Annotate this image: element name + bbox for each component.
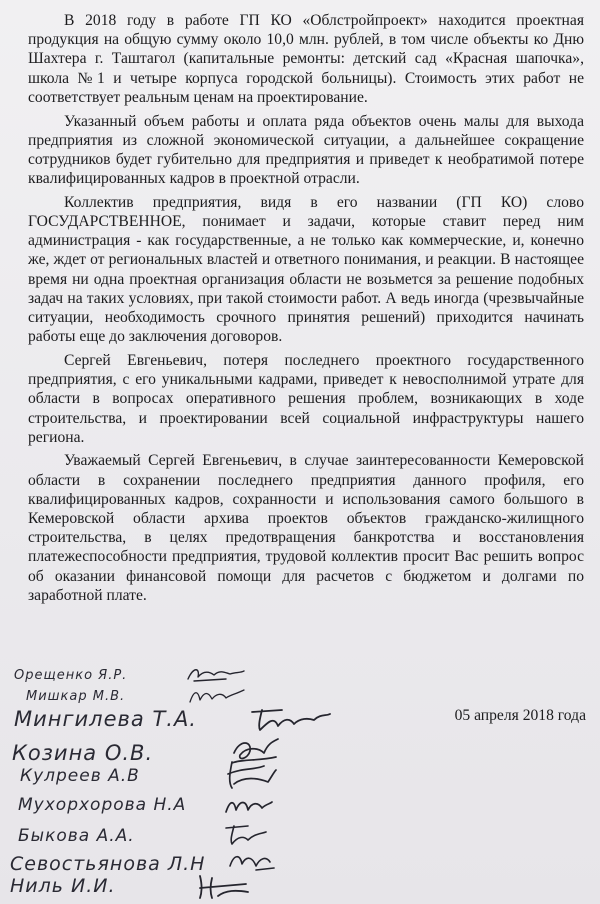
signer-name: Орещенко Я.Р. <box>14 668 128 683</box>
signer-name: Мухорхорова Н.А <box>18 795 187 815</box>
paragraph-loss-warning: Сергей Евгеньевич, потеря последнего проектного государственного предприятия, с его уникальными кадрами, приведет к невосполнимой утрате для области в вопросах оперативного решения проблем, возникающих в ходе строительства, и проектировании всей социальной инфраструктуры нашего региона. <box>28 351 584 446</box>
handwritten-signature <box>222 792 274 818</box>
signer-name: Севостьянова Л.Н <box>10 853 206 875</box>
paragraph-staff-reduction: Указанный объем работы и оплата ряда объектов очень малы для выхода предприятия из сложной экономической ситуации, а дальнейшее сокращение сотрудников будет губительно для предприятия и приведет к необратимой потере квалифицированных кадров в проектной отрасли. <box>28 112 584 188</box>
signer-name: Мишкар М.В. <box>26 689 126 704</box>
signer-name: Мингилева Т.А. <box>14 707 197 731</box>
handwritten-signature <box>224 758 278 794</box>
paragraph-request: Уважаемый Сергей Евгеньевич, в случае заинтересованности Кемеровской области в сохранении последнего предприятия данного профиля, его квалифицированных кадров, сохранности и использования самого большого в Кемеровской области архива проектов объектов гражданско-жилищного строительства, в целях предотвращения банкротства и восстановления платежеспособности предприятия, трудовой коллектив просит Вас решить вопрос об оказании финансовой помощи для расчетов с бюджетом и долгами по заработной плате. <box>28 452 584 604</box>
handwritten-signature <box>188 686 248 706</box>
signer-name: Козина О.В. <box>12 741 154 765</box>
letter-date: 05 апреля 2018 года <box>454 707 586 724</box>
handwritten-signature <box>248 704 332 734</box>
signer-name: Ниль И.И. <box>10 875 116 897</box>
handwritten-signature <box>196 870 254 900</box>
handwritten-signature <box>222 822 268 848</box>
paragraph-state-enterprise: Коллектив предприятия, видя в его названии (ГП КО) слово ГОСУДАРСТВЕННОЕ, понимает и задачи, которые ставит перед ним администрация - как государственные, а не только как коммерческие, и, конечно же, ждет от региональных властей и ответного понимания, и реакции. В настоящее время ни одна проектная организация области не возьмется за решение подобных задач на таких условиях, при такой стоимости работ. А ведь иногда (чрезвычайные ситуации, необходимость срочного принятия решений) приходится начинать работы еще до заключения договоров. <box>28 193 584 346</box>
handwritten-signature <box>186 664 246 686</box>
signer-name: Кулреев А.В <box>20 766 140 786</box>
signer-name: Быкова А.А. <box>18 826 135 846</box>
paragraph-project-volume: В 2018 году в работе ГП КО «Облстройпроект» находится проектная продукция на общую сумму около 10,0 млн. рублей, в том числе объекты ко Дню Шахтера г. Таштагол (капитальные ремонты: детский сад «Красная шапочка», школа №1 и четыре корпуса городской больницы). Стоимость этих работ не соответствует реальным ценам на проектирование. <box>28 12 584 106</box>
